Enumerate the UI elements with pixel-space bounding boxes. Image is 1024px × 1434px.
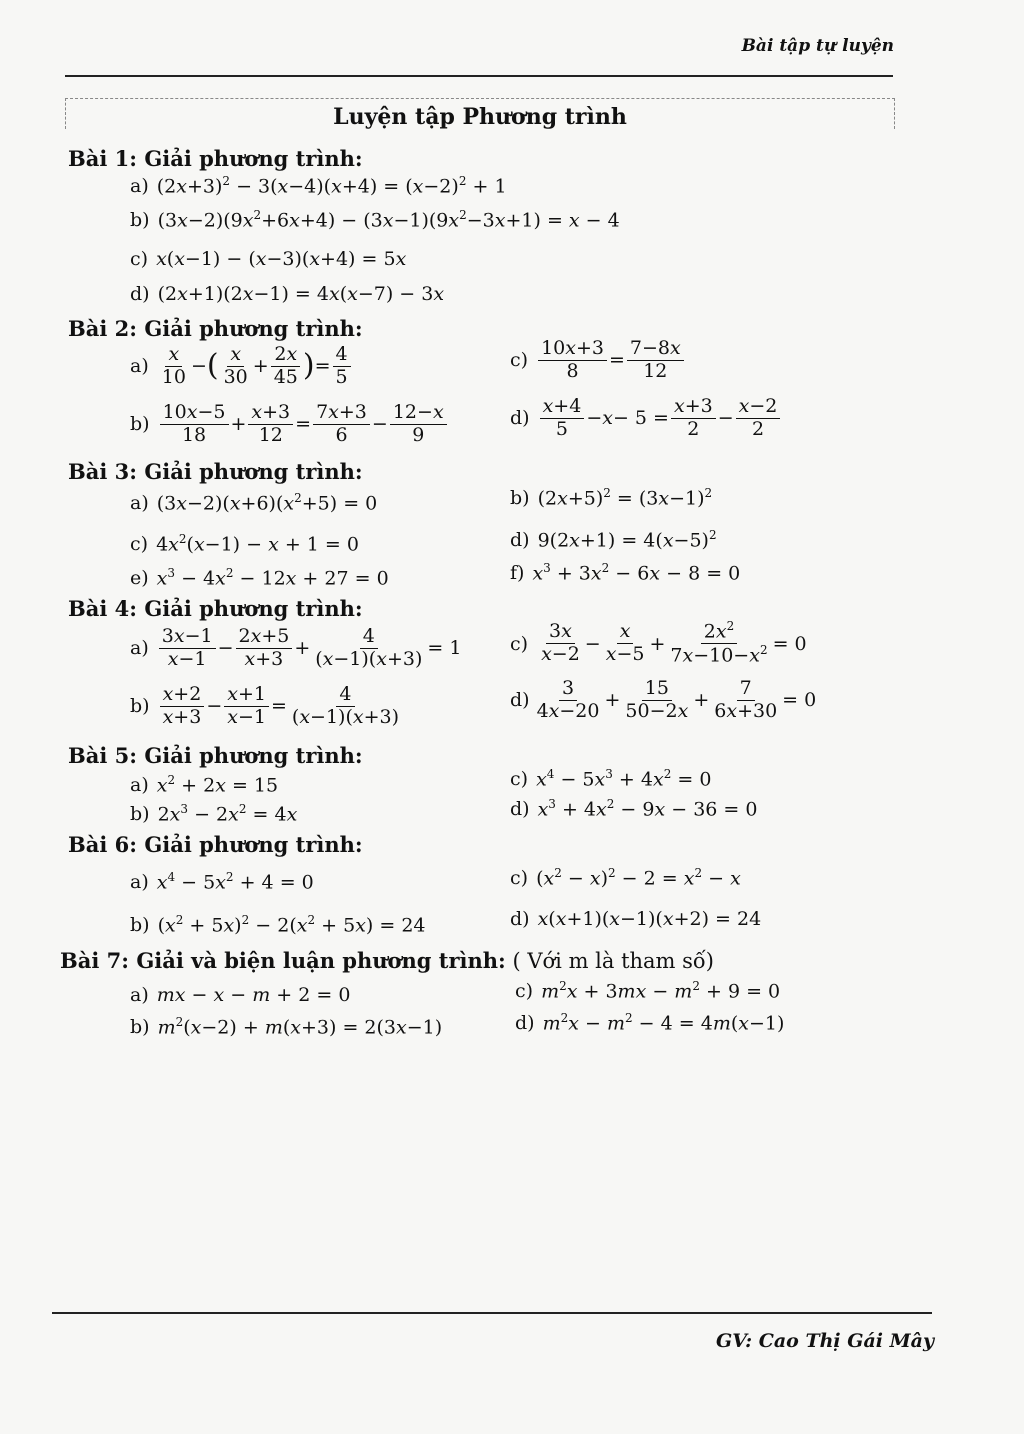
exercise-7-heading: Bài 7: Giải và biện luận phương trình: ( Với m là tham số) bbox=[60, 948, 714, 973]
exercise-5a: a) $x^2 + 2x = 15$ bbox=[130, 773, 279, 797]
exercise-7a: a) mx − x − m + 2 = 0 bbox=[130, 984, 351, 1006]
page-title: Luyện tập Phương trình bbox=[333, 104, 627, 130]
exercise-5-heading: Bài 5: Giải phương trình: bbox=[68, 743, 363, 768]
exercise-2b: b) 10x−5 18 + x+3 12 = 7x+3 6 − 12−x 9 bbox=[130, 402, 449, 447]
exercise-2-heading: Bài 2: Giải phương trình: bbox=[68, 316, 363, 341]
exercise-5b: b) $2x^3 - 2x^2 = 4x$ bbox=[130, 802, 298, 826]
exercise-2d: d) x+4 5 − x − 5 = x+3 2 − x−2 2 bbox=[510, 396, 782, 441]
exercise-1c: c) x(x−1) − (x−3)(x+4) = 5x bbox=[130, 248, 407, 270]
exercise-4d: d) 3 4x−20 + 15 50−2x + 7 6x+30 = 0 bbox=[510, 677, 817, 722]
exercise-6b: b) $(x^2 + 5x)^2 - 2(x^2 + 5x) = 24$ bbox=[130, 913, 426, 937]
page-footer: GV: Cao Thị Gái Mây bbox=[716, 1330, 934, 1352]
exercise-1d: d) (2x+1)(2x−1) = 4x(x−7) − 3x bbox=[130, 283, 445, 305]
exercise-3d: d) $9(2x+1) = 4(x-5)^2$ bbox=[510, 528, 717, 552]
exercise-1a: a) $(2x+3)^2 - 3(x-4)(x+4) = (x-2)^2 + 1$ bbox=[130, 174, 507, 198]
exercise-4c: c) 3x x−2 − x x−5 + $2x^2$ $7x-10-x^2$ = 0 bbox=[510, 619, 807, 667]
exercise-6-heading: Bài 6: Giải phương trình: bbox=[68, 832, 363, 857]
exercise-5c: c) $x^4 - 5x^3 + 4x^2 = 0$ bbox=[510, 767, 712, 791]
exercise-7c: c) $m^2x + 3mx - m^2 + 9 = 0$ bbox=[515, 979, 781, 1003]
exercise-6d: d) x(x+1)(x−1)(x+2) = 24 bbox=[510, 908, 762, 930]
header-rule bbox=[65, 75, 893, 77]
exercise-3f: f) $x^3 + 3x^2 - 6x - 8 = 0$ bbox=[510, 561, 741, 585]
footer-rule bbox=[52, 1312, 932, 1314]
exercise-7b: b) $m^2(x-2) + m(x+3) = 2(3x-1)$ bbox=[130, 1015, 443, 1039]
exercise-6c: c) $(x^2 - x)^2 - 2 = x^2 - x$ bbox=[510, 866, 741, 890]
exercise-6a: a) $x^4 - 5x^2 + 4 = 0$ bbox=[130, 870, 314, 894]
exercise-3a: a) $(3x-2)(x+6)(x^2+5) = 0$ bbox=[130, 491, 378, 515]
exercise-3e: e) $x^3 - 4x^2 - 12x + 27 = 0$ bbox=[130, 566, 389, 590]
exercise-3-heading: Bài 3: Giải phương trình: bbox=[68, 459, 363, 484]
exercise-2a: a) x 10 − ( x 30 + 2x 45 ) = 4 5 bbox=[130, 344, 353, 389]
exercise-4-heading: Bài 4: Giải phương trình: bbox=[68, 596, 363, 621]
exercise-3b: b) $(2x+5)^2 = (3x-1)^2$ bbox=[510, 486, 713, 510]
exercise-3c: c) $4x^2(x-1) - x + 1 = 0$ bbox=[130, 532, 359, 556]
exercise-1b: b) $(3x-2)(9x^2+6x+4) - (3x-1)(9x^2-3x+1) = x - 4$ bbox=[130, 208, 620, 232]
page-header: Bài tập tự luyện bbox=[741, 36, 894, 56]
exercise-2c: c) 10x+3 8 = 7−8x 12 bbox=[510, 338, 686, 383]
exercise-5d: d) $x^3 + 4x^2 - 9x - 36 = 0$ bbox=[510, 797, 758, 821]
exercise-4a: a) 3x−1 x−1 − 2x+5 x+3 + 4 (x−1)(x+3) = 1 bbox=[130, 625, 462, 670]
exercise-4b: b) x+2 x+3 − x+1 x−1 = 4 (x−1)(x+3) bbox=[130, 683, 400, 728]
exercise-1-heading: Bài 1: Giải phương trình: bbox=[68, 146, 363, 171]
exercise-7d: d) $m^2x - m^2 - 4 = 4m(x-1)$ bbox=[515, 1011, 785, 1035]
